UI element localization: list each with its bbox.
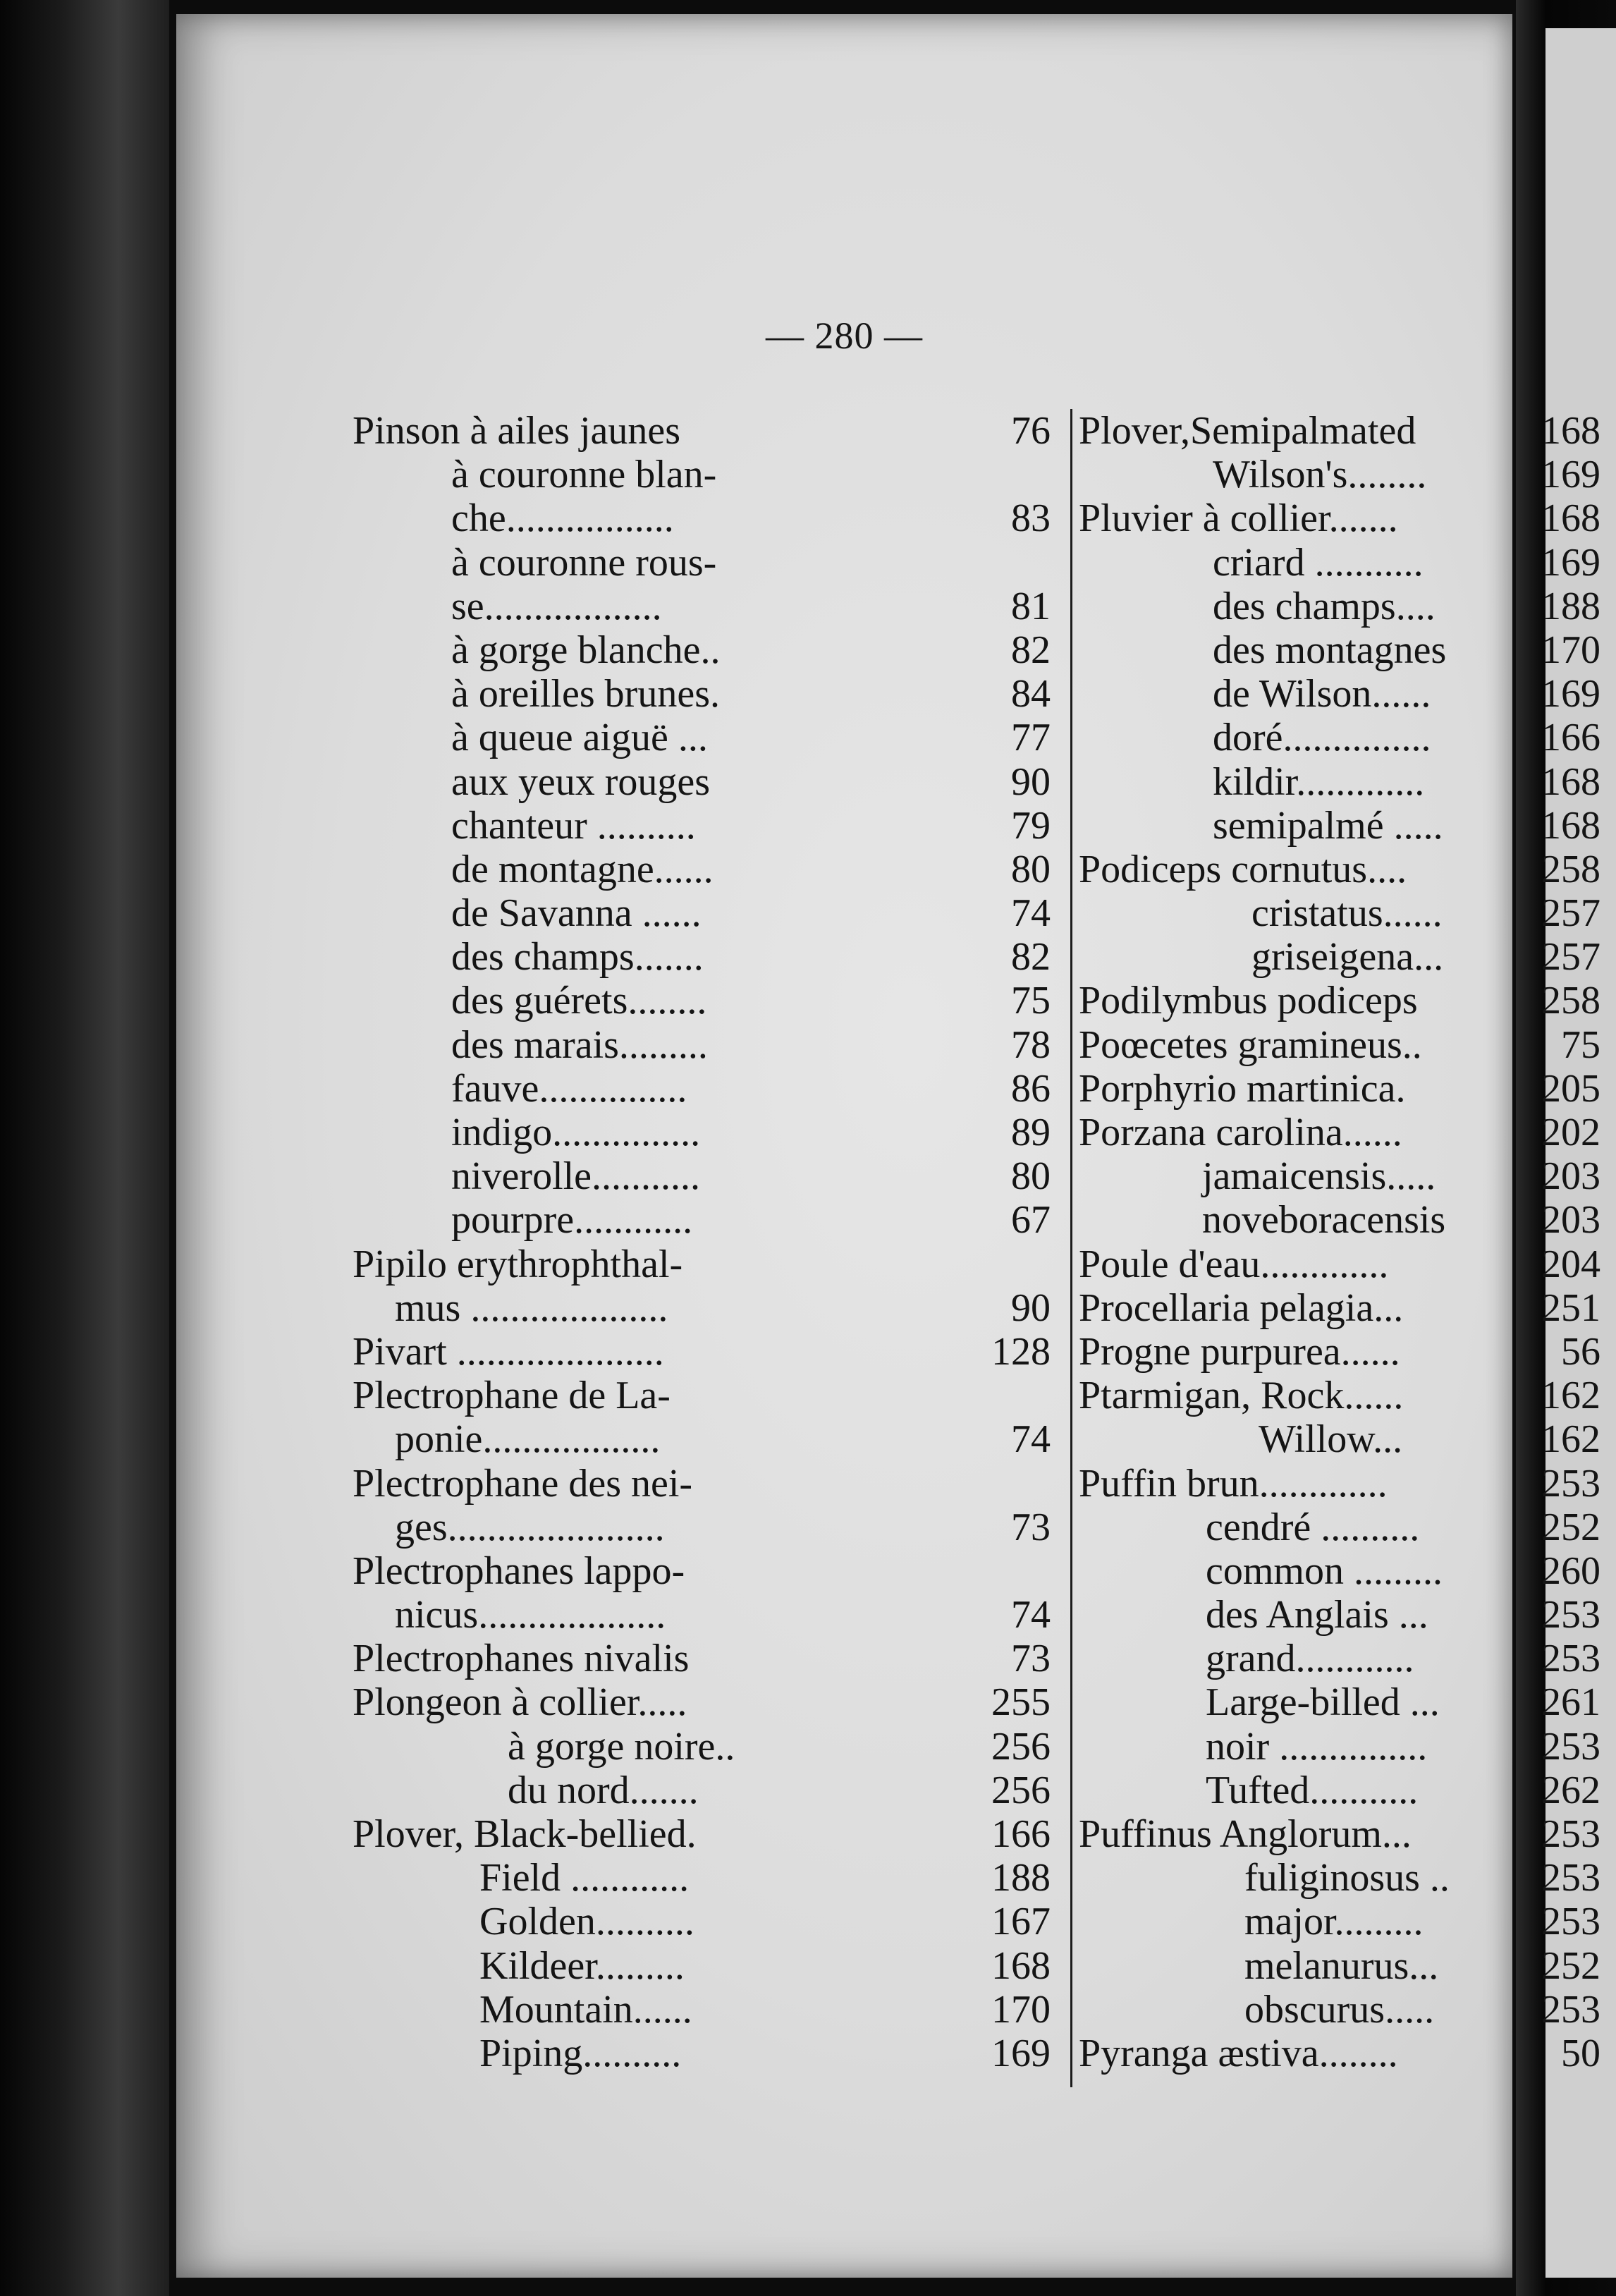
index-entry-page: 255 (991, 1680, 1051, 1725)
index-entry-page: 253 (1541, 1461, 1600, 1506)
index-entry (1079, 1680, 1600, 1724)
index-entry (1079, 1462, 1600, 1506)
index-entry-text: Porzana carolina...... (1079, 1111, 1402, 1154)
index-entry-page: 79 (1011, 803, 1051, 848)
index-entry-page: 251 (1541, 1286, 1600, 1330)
index-entry (353, 628, 1051, 672)
index-entry-text: Tufted........... (1206, 1768, 1419, 1812)
index-entry (353, 1593, 1051, 1637)
index-entry (353, 453, 1051, 496)
index-entry (353, 541, 1051, 585)
index-entry-page: 169 (991, 2031, 1051, 2075)
index-entry-page: 168 (1541, 759, 1600, 804)
index-entry-page: 202 (1541, 1111, 1600, 1154)
index-entry-text: des Anglais ... (1206, 1593, 1428, 1637)
index-entry-text: à oreilles brunes. (451, 672, 720, 716)
index-entry-text: fauve............... (451, 1066, 687, 1111)
index-entry-text: kildir............. (1213, 759, 1425, 804)
index-entry (353, 716, 1051, 759)
index-entry-page: 168 (1541, 496, 1600, 541)
index-entry-page: 76 (1011, 409, 1051, 453)
index-entry (1079, 496, 1600, 540)
index-entry-text: indigo............... (451, 1111, 701, 1154)
index-entry (353, 1680, 1051, 1724)
index-entry-page: 252 (1541, 1505, 1600, 1549)
index-entry (353, 1111, 1051, 1154)
index-entry (353, 1856, 1051, 1900)
page-number: — 280 — (766, 315, 923, 357)
index-entry-page: 205 (1541, 1066, 1600, 1111)
index-entry-text: pourpre............ (451, 1198, 693, 1242)
index-entry-page: 168 (991, 1943, 1051, 1988)
index-entry-text: common ......... (1206, 1549, 1443, 1593)
index-column-right (1079, 409, 1600, 2075)
index-entry-text: cendré .......... (1206, 1505, 1420, 1549)
index-entry-page: 83 (1011, 496, 1051, 541)
index-entry-text: Porphyrio martinica. (1079, 1066, 1406, 1111)
index-entry-page: 253 (1541, 1637, 1600, 1681)
index-entry-page: 170 (991, 1987, 1051, 2032)
index-entry-page: 253 (1541, 1900, 1600, 1944)
index-entry-page: 89 (1011, 1111, 1051, 1154)
index-entry (1079, 409, 1600, 453)
index-entry-text: fuliginosus .. (1244, 1856, 1450, 1900)
index-entry-text: à gorge noire.. (508, 1724, 735, 1769)
index-entry-page: 253 (1541, 1856, 1600, 1900)
index-entry-text: aux yeux rouges (451, 759, 711, 804)
book-page (176, 14, 1600, 2278)
index-entry-text: Procellaria pelagia... (1079, 1286, 1404, 1330)
index-entry-text: Poœcetes gramineus.. (1079, 1022, 1422, 1067)
index-entry (1079, 891, 1600, 935)
index-entry-page: 257 (1541, 891, 1600, 936)
index-entry (353, 409, 1051, 453)
index-entry (1079, 2032, 1600, 2075)
index-entry (1079, 1988, 1600, 2032)
index-entry (1079, 1725, 1600, 1769)
index-entry (353, 935, 1051, 979)
index-entry-page: 168 (1541, 803, 1600, 848)
index-entry-text: Pivart ..................... (353, 1329, 664, 1374)
index-entry (353, 1286, 1051, 1330)
index-entry (1079, 672, 1600, 716)
index-entry (353, 1769, 1051, 1812)
index-entry-text: Wilson's........ (1213, 453, 1427, 497)
index-entry (1079, 453, 1600, 496)
index-entry-text: Pluvier à collier....... (1079, 496, 1398, 541)
index-entry (353, 1374, 1051, 1417)
index-entry-page: 253 (1541, 1987, 1600, 2032)
index-entry (353, 1944, 1051, 1988)
index-entry-page: 86 (1011, 1066, 1051, 1111)
index-entry-page: 56 (1561, 1329, 1600, 1374)
index-entry-page: 90 (1011, 759, 1051, 804)
index-entry-page: 256 (991, 1724, 1051, 1769)
index-entry (1079, 1154, 1600, 1198)
index-entry-page: 166 (991, 1812, 1051, 1856)
index-entry (353, 1988, 1051, 2032)
index-entry-text: des marais......... (451, 1022, 708, 1067)
index-entry-text: nicus................... (395, 1593, 666, 1637)
index-entry (1079, 1900, 1600, 1943)
index-entry (353, 804, 1051, 848)
index-entry-text: cristatus...... (1251, 891, 1443, 936)
index-entry (353, 1023, 1051, 1067)
index-entry (1079, 1506, 1600, 1549)
index-entry-page: 77 (1011, 716, 1051, 760)
index-entry-page: 82 (1011, 628, 1051, 672)
index-entry-page: 170 (1541, 628, 1600, 672)
index-entry (353, 1549, 1051, 1593)
index-entry (353, 1242, 1051, 1286)
index-entry-text: Puffinus Anglorum... (1079, 1812, 1412, 1856)
index-entry (1079, 760, 1600, 804)
index-entry-text: Large-billed ... (1206, 1680, 1440, 1725)
index-entry-text: de montagne...... (451, 847, 714, 891)
index-entry-text: à couronne blan- (451, 453, 717, 497)
index-entry (353, 1067, 1051, 1111)
index-entry-page: 73 (1011, 1637, 1051, 1681)
index-entry-page: 167 (991, 1900, 1051, 1944)
index-entry (1079, 1067, 1600, 1111)
index-entry-text: à couronne rous- (451, 540, 717, 585)
index-entry-text: de Savanna ...... (451, 891, 702, 936)
index-entry-text: mus .................... (395, 1286, 668, 1330)
index-entry-page: 82 (1011, 935, 1051, 979)
index-entry-text: obscurus..... (1244, 1987, 1435, 2032)
index-entry-page: 169 (1541, 540, 1600, 585)
index-entry-text: Plectrophane des nei- (353, 1461, 693, 1506)
index-entry-page: 258 (1541, 847, 1600, 891)
index-entry-page: 253 (1541, 1724, 1600, 1769)
index-entry-text: Plectrophanes nivalis (353, 1637, 690, 1681)
index-entry (1079, 1812, 1600, 1856)
index-entry-text: Puffin brun............. (1079, 1461, 1388, 1506)
index-entry-page: 256 (991, 1768, 1051, 1812)
index-entry-page: 75 (1011, 979, 1051, 1023)
index-entry-text: des champs.... (1213, 584, 1436, 628)
index-entry (353, 1417, 1051, 1461)
index-entry (1079, 585, 1600, 628)
index-entry (1079, 979, 1600, 1022)
index-entry (1079, 1198, 1600, 1242)
index-entry-page: 203 (1541, 1198, 1600, 1242)
index-entry-page: 84 (1011, 672, 1051, 716)
index-entry-text: chanteur .......... (451, 803, 696, 848)
index-entry-text: Plectrophanes lappo- (353, 1549, 685, 1593)
index-entry-text: ges...................... (395, 1505, 665, 1549)
index-entry-text: che................. (451, 496, 674, 541)
index-entry (1079, 1769, 1600, 1812)
index-entry-page: 73 (1011, 1505, 1051, 1549)
index-entry-text: Podiceps cornutus.... (1079, 847, 1407, 891)
index-entry (353, 1462, 1051, 1506)
index-entry-page: 78 (1011, 1022, 1051, 1067)
index-entry-page: 203 (1541, 1154, 1600, 1199)
index-entry-page: 166 (1541, 716, 1600, 760)
book-spine-shadow (0, 0, 169, 2296)
index-entry-text: grand............ (1206, 1637, 1414, 1681)
index-entry-page: 74 (1011, 891, 1051, 936)
index-entry (1079, 1856, 1600, 1900)
index-entry-text: Plover, Black-bellied. (353, 1812, 697, 1856)
index-entry (1079, 1637, 1600, 1680)
index-entry (353, 672, 1051, 716)
index-entry-page: 80 (1011, 1154, 1051, 1199)
index-entry (353, 979, 1051, 1022)
index-entry-text: griseigena... (1251, 935, 1444, 979)
index-entry-page: 253 (1541, 1593, 1600, 1637)
index-entry-page: 90 (1011, 1286, 1051, 1330)
index-entry-text: Pinson à ailes jaunes (353, 409, 681, 453)
index-entry (1079, 1593, 1600, 1637)
index-entry-page: 80 (1011, 847, 1051, 891)
index-entry-page: 74 (1011, 1417, 1051, 1462)
index-entry-page: 162 (1541, 1417, 1600, 1462)
index-entry-page: 162 (1541, 1374, 1600, 1418)
index-entry (353, 1506, 1051, 1549)
index-entry-text: niverolle........... (451, 1154, 701, 1199)
index-entry-page: 169 (1541, 672, 1600, 716)
index-entry-page: 260 (1541, 1549, 1600, 1593)
index-entry-text: à queue aiguë ... (451, 716, 708, 760)
index-entry-page: 262 (1541, 1768, 1600, 1812)
index-entry (353, 2032, 1051, 2075)
index-entry-text: ponie.................. (395, 1417, 661, 1462)
index-entry-page: 252 (1541, 1943, 1600, 1988)
index-entry-text: des champs....... (451, 935, 704, 979)
index-entry-text: criard ........... (1213, 540, 1424, 585)
index-entry-text: melanurus... (1244, 1943, 1439, 1988)
index-entry (353, 1154, 1051, 1198)
index-entry (1079, 848, 1600, 891)
index-entry (1079, 1944, 1600, 1988)
index-entry-text: Kildeer......... (479, 1943, 685, 1988)
index-entry-page: 204 (1541, 1242, 1600, 1286)
index-entry-page: 75 (1561, 1022, 1600, 1067)
index-entry-page: 169 (1541, 453, 1600, 497)
index-entry-text: à gorge blanche.. (451, 628, 721, 672)
index-entry (353, 760, 1051, 804)
index-entry-text: Pipilo erythrophthal- (353, 1242, 683, 1286)
index-entry-text: de Wilson...... (1213, 672, 1431, 716)
index-entry-page: 50 (1561, 2031, 1600, 2075)
index-entry (1079, 935, 1600, 979)
index-entry (353, 1198, 1051, 1242)
index-entry-text: major......... (1244, 1900, 1424, 1944)
index-entry (353, 1725, 1051, 1769)
index-entry-text: Piping.......... (479, 2031, 682, 2075)
index-entry (353, 848, 1051, 891)
index-entry (1079, 1286, 1600, 1330)
index-entry-page: 261 (1541, 1680, 1600, 1725)
index-entry (1079, 1549, 1600, 1593)
index-entry-text: noir ............... (1206, 1724, 1428, 1769)
index-entry-text: du nord....... (508, 1768, 699, 1812)
index-entry-text: noveboracensis (1202, 1198, 1446, 1242)
index-entry (1079, 1111, 1600, 1154)
index-entry-page: 168 (1541, 409, 1600, 453)
index-entry (1079, 541, 1600, 585)
index-entry-text: Plover,Semipalmated (1079, 409, 1416, 453)
index-entry (1079, 1242, 1600, 1286)
index-entry-text: des montagnes (1213, 628, 1447, 672)
index-entry-page: 188 (991, 1856, 1051, 1900)
index-entry (1079, 628, 1600, 672)
index-entry (1079, 1023, 1600, 1067)
index-entry-text: Podilymbus podiceps (1079, 979, 1418, 1023)
index-entry-page: 74 (1011, 1593, 1051, 1637)
index-entry-text: Plongeon à collier..... (353, 1680, 687, 1725)
index-entry-page: 258 (1541, 979, 1600, 1023)
index-entry-page: 67 (1011, 1198, 1051, 1242)
index-entry-text: Progne purpurea...... (1079, 1329, 1400, 1374)
index-entry (1079, 804, 1600, 848)
index-entry-text: Mountain...... (479, 1987, 692, 2032)
index-entry (353, 891, 1051, 935)
index-entry (1079, 1330, 1600, 1374)
index-entry-text: Ptarmigan, Rock...... (1079, 1374, 1404, 1418)
index-entry (353, 496, 1051, 540)
index-entry-page: 188 (1541, 584, 1600, 628)
index-entry-text: Plectrophane de La- (353, 1374, 671, 1418)
index-entry-text: se.................. (451, 584, 662, 628)
index-entry-page: 257 (1541, 935, 1600, 979)
index-entry-text: jamaicensis..... (1202, 1154, 1436, 1199)
index-entry-text: des guérets........ (451, 979, 707, 1023)
index-entry (353, 1637, 1051, 1680)
index-entry-page: 81 (1011, 584, 1051, 628)
index-entry-text: semipalmé ..... (1213, 803, 1443, 848)
index-entry-page: 253 (1541, 1812, 1600, 1856)
column-divider (1070, 409, 1072, 2087)
index-entry-text: Poule d'eau............. (1079, 1242, 1389, 1286)
index-entry-text: Willow... (1259, 1417, 1403, 1462)
index-entry (353, 1330, 1051, 1374)
index-entry-text: Field ............ (479, 1856, 690, 1900)
index-entry (353, 1900, 1051, 1943)
index-entry (1079, 1374, 1600, 1417)
index-column-left (353, 409, 1051, 2075)
index-entry (353, 585, 1051, 628)
index-entry-text: Golden.......... (479, 1900, 694, 1944)
index-entry (1079, 1417, 1600, 1461)
index-entry (1079, 716, 1600, 759)
index-entry (353, 1812, 1051, 1856)
index-entry-text: doré............... (1213, 716, 1431, 760)
index-entry-page: 128 (991, 1329, 1051, 1374)
index-entry-text: Pyranga æstiva........ (1079, 2031, 1398, 2075)
